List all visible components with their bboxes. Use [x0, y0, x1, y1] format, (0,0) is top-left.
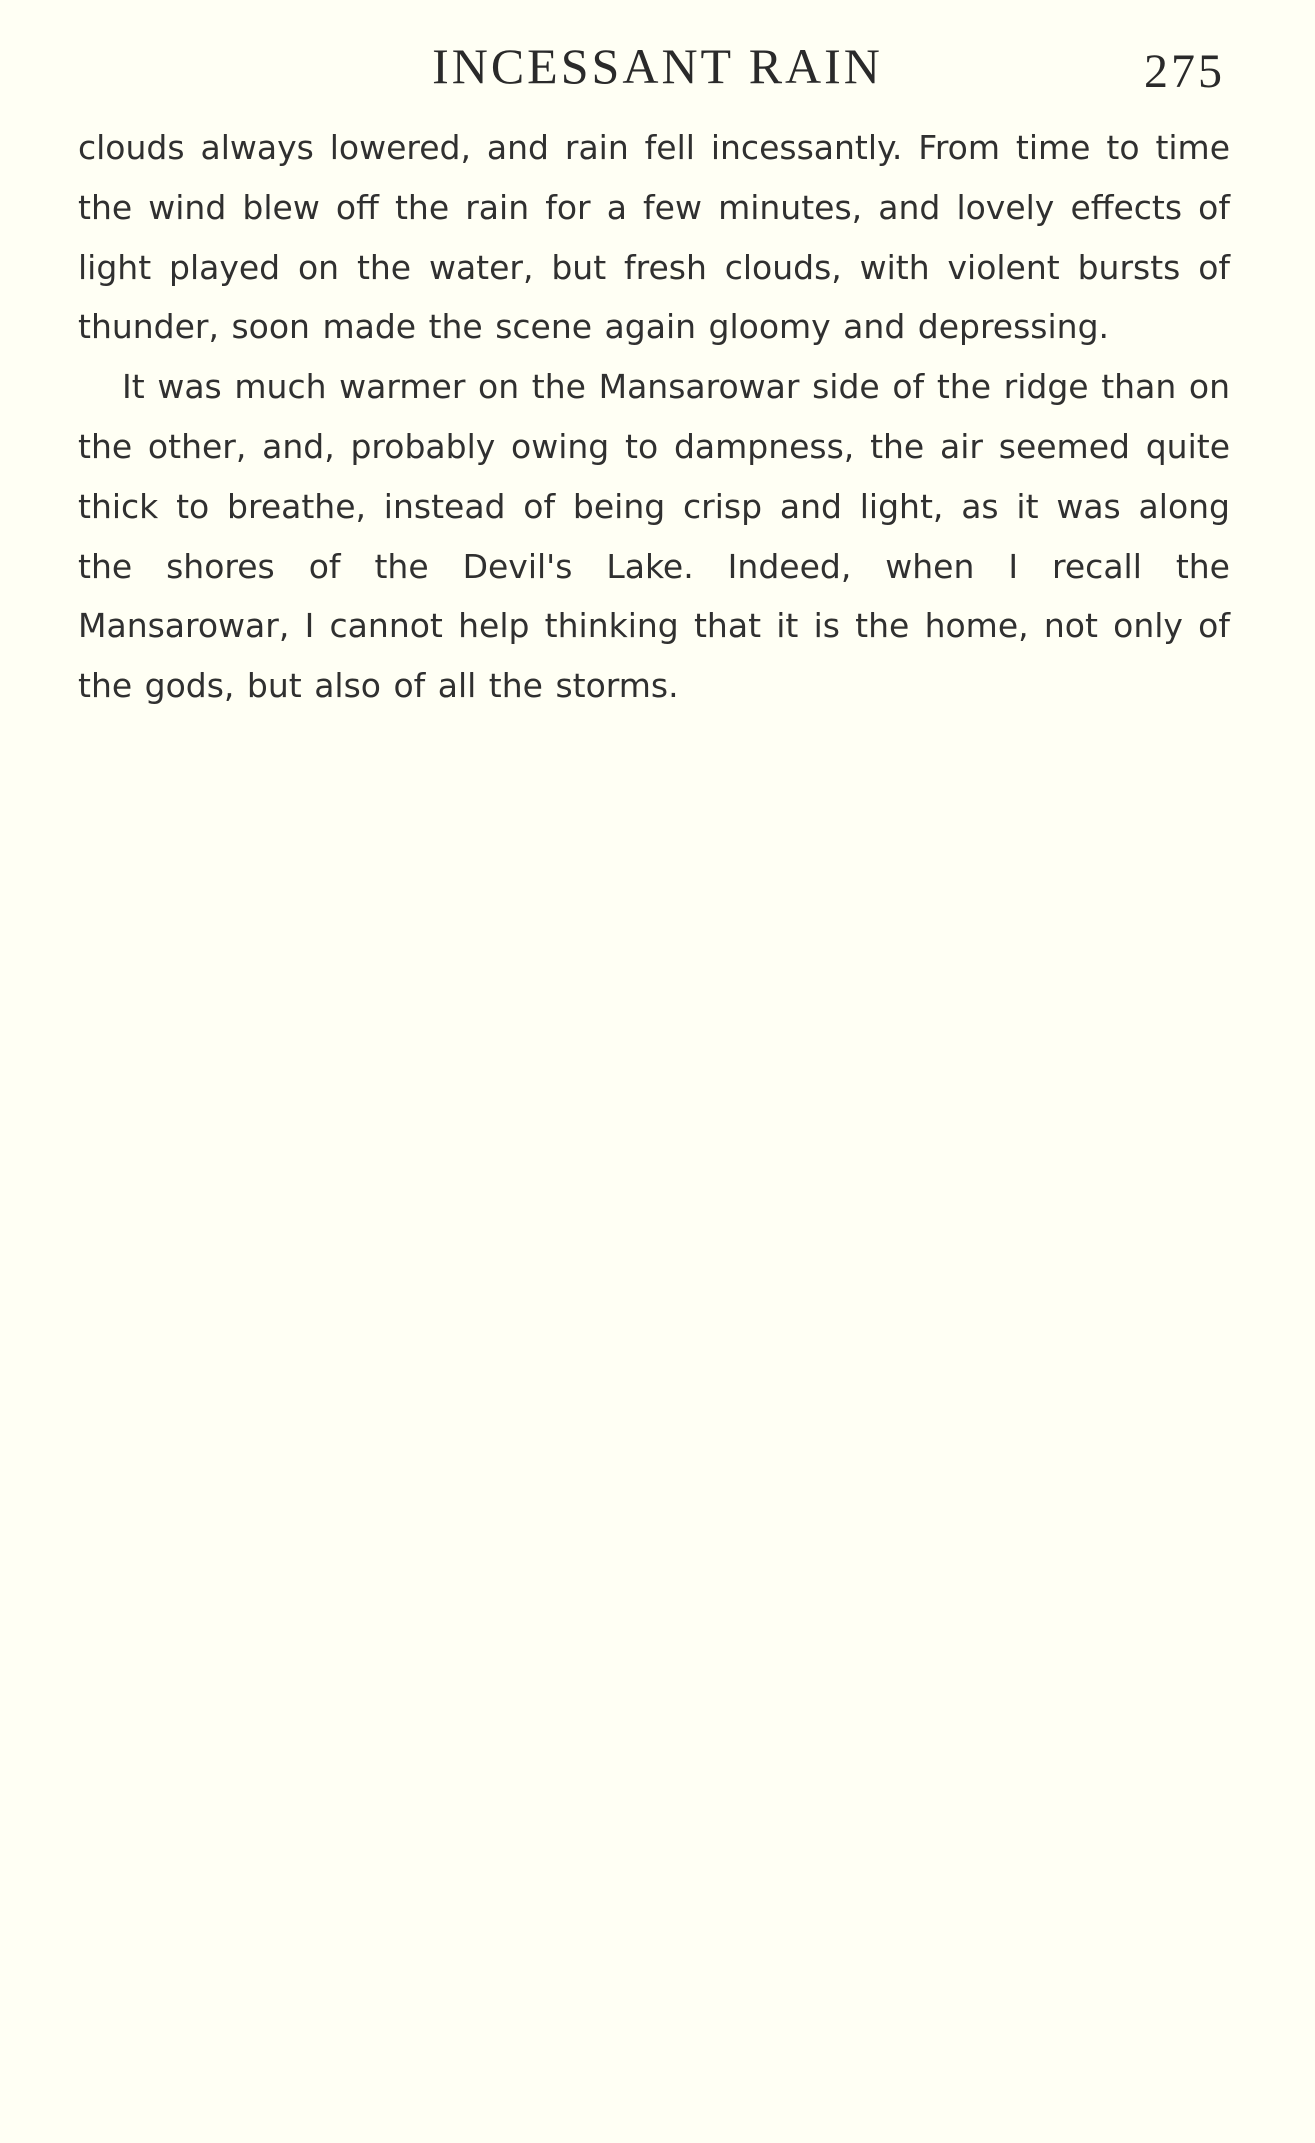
page-number: 275: [1144, 45, 1225, 98]
paragraph: It was much warmer on the Mansarowar side of the ridge than on the other, and, probably owing to dampness, the air seemed quite thick to breathe, instead of being crisp and light, as it was along the shores of the Devil's Lake. Indeed, when I recall the Mansarowar, I cannot help thinking that it is the home, not only of the gods, but also of all the storms.: [78, 367, 1230, 706]
paragraph-continued: clouds always lowered, and rain fell incessantly. From time to time the wind blew off the rain for a few minutes, and lovely effects of light played on the water, but fresh clouds, with violent bursts of thunder, soon made the scene again gloomy and depressing.: [78, 128, 1230, 347]
running-head: [0, 36, 1315, 106]
body-text: [78, 118, 1230, 716]
running-title: INCESSANT RAIN: [432, 38, 883, 94]
